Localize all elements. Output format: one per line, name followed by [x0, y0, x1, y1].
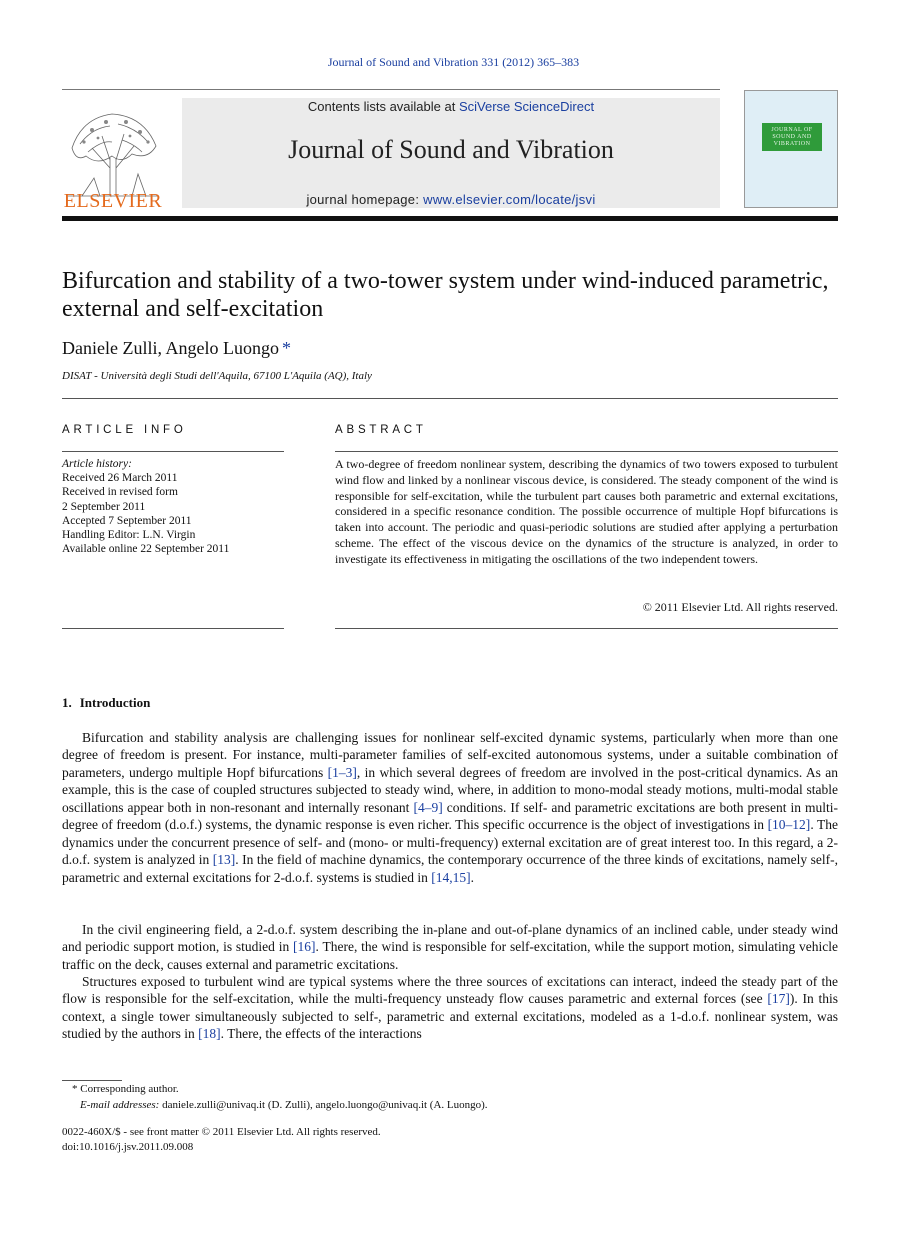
footnote-rule: [62, 1080, 122, 1081]
reference-link[interactable]: [1–3]: [327, 764, 357, 780]
homepage-line: [182, 192, 720, 207]
reference-link[interactable]: [4–9]: [413, 799, 443, 815]
text-run: . There, the effects of the interactions: [220, 1026, 422, 1042]
divider: [62, 628, 284, 629]
email-note: [80, 1099, 488, 1111]
reference-link[interactable]: [17]: [767, 991, 790, 1007]
history-item: Available online 22 September 2011: [62, 543, 230, 556]
history-label: Article history:: [62, 458, 132, 470]
reference-link[interactable]: [14,15]: [431, 869, 471, 885]
author-list: [62, 338, 291, 359]
text-run: ). In this context, a single tower simultaneously subjected to self-, parametric and external excitations, modeled as a 1-d.o.f. nonlinear system, was studied by the authors in: [62, 991, 839, 1042]
text-run: . In the field of machine dynamics, the contemporary occurrence of the three kinds of excitations, namely self-, parametric and external excitations for 2-d.o.f. systems is studied in: [62, 852, 838, 885]
history-item: Received in revised form: [62, 486, 178, 499]
divider: [62, 451, 284, 452]
reference-link[interactable]: [10–12]: [767, 817, 811, 833]
header-thick-rule: [62, 216, 838, 221]
doi-line[interactable]: doi:10.1016/j.jsv.2011.09.008: [62, 1141, 194, 1153]
contents-prefix: Contents lists available at: [307, 99, 459, 114]
abstract-copyright: © 2011 Elsevier Ltd. All rights reserved.: [642, 600, 838, 614]
reference-link[interactable]: [18]: [198, 1026, 221, 1042]
divider: [335, 628, 838, 629]
section-heading: [62, 695, 150, 711]
section-number: 1.: [62, 695, 72, 710]
intro-paragraph-1: [62, 729, 838, 886]
elsevier-wordmark: ELSEVIER: [63, 190, 163, 212]
divider: [62, 398, 838, 399]
journal-homepage-link[interactable]: www.elsevier.com/locate/jsvi: [423, 192, 596, 207]
abstract-text: A two-degree of freedom nonlinear system, describing the dynamics of two towers exposed to turbulent wind flow and linked by a nonlinear viscous device, is considered. The steady component of the wind is responsible for self-excitation, while the turbulent part causes both parametric and external excitations, considered in a specific resonance condition. The possible occurrence of multiple Hopf bifurcations is taken into account. The periodic and quasi-periodic solutions are studied after applying a perturbation scheme. The effect of the viscous device on the dynamics of the structure is analyzed, in order to investigate its effectiveness in mitigating the oscillations of the two independent towers.: [335, 457, 838, 566]
abstract-heading: ABSTRACT: [335, 424, 427, 436]
journal-cover-thumbnail[interactable]: [744, 90, 838, 208]
affiliation: DISAT - Università degli Studi dell'Aquila, 67100 L'Aquila (AQ), Italy: [62, 370, 372, 382]
homepage-prefix: journal homepage:: [306, 192, 424, 207]
email-label: E-mail addresses:: [80, 1099, 160, 1111]
text-run: .: [470, 869, 475, 885]
header-top-rule: [62, 89, 720, 90]
issn-line: 0022-460X/$ - see front matter © 2011 Elsevier Ltd. All rights reserved.: [62, 1126, 381, 1138]
text-run: Bifurcation and stability analysis are challenging issues for nonlinear self-excited dynamic systems, particularly when more than one degree of freedom is present. For instance, multi-parameter families of self-excited autonomous systems, under a suitable combination of parameters, undergo multiple Hopf bifurcations: [62, 730, 838, 780]
history-item: Received 26 March 2011: [62, 472, 178, 485]
text-run: In the civil engineering field, a 2-d.o.f. system describing the in-plane and out-of-plane dynamics of an inclined cable, under steady wind and periodic support motion, is studied in: [62, 922, 838, 955]
article-info-heading: ARTICLE INFO: [62, 424, 187, 436]
corresponding-author-mark[interactable]: *: [281, 338, 291, 358]
contents-line: [182, 99, 720, 114]
authors: Daniele Zulli, Angelo Luongo: [62, 338, 279, 358]
text-run: . There, the wind is responsible for self-excitation, while the support motion, simulating vehicle traffic on the deck, causes external and parametric excitations.: [62, 939, 838, 972]
intro-paragraph-2: [62, 921, 838, 973]
text-run: Structures exposed to turbulent wind are typical systems where the three sources of excitations can interact, indeed the steady part of the flow is responsible for the self-excitation, while the multi-frequency unsteady flow causes parametric and external forces (see: [62, 974, 838, 1007]
divider: [335, 451, 838, 452]
history-item: Accepted 7 September 2011: [62, 514, 192, 527]
article-title: Bifurcation and stability of a two-tower system under wind-induced parametric, external and self-excitation: [62, 268, 829, 322]
section-title: Introduction: [79, 695, 151, 710]
history-item: 2 September 2011: [62, 500, 146, 513]
article-history: [62, 457, 284, 556]
corresponding-author-note: * Corresponding author.: [72, 1083, 179, 1095]
journal-name: Journal of Sound and Vibration: [288, 135, 614, 164]
reference-link[interactable]: [13]: [212, 852, 236, 868]
intro-paragraph-3: [62, 973, 838, 1043]
text-run: , in which several degrees of freedom are involved in the post-critical dynamics. As an example, this is the case of coupled structures subjected to steady wind, where, in addition to mono-modal steady motions, multi-modal stable oscillations appear both in non-resonant and internally resonant: [62, 764, 838, 815]
history-item: Handling Editor: L.N. Virgin: [62, 529, 196, 542]
sciencedirect-link[interactable]: SciVerse ScienceDirect: [458, 99, 595, 114]
journal-citation[interactable]: Journal of Sound and Vibration 331 (2012) 365–383: [327, 55, 580, 69]
email-addresses[interactable]: daniele.zulli@univaq.it (D. Zulli), angelo.luongo@univaq.it (A. Luongo).: [159, 1099, 488, 1111]
cover-title: JOURNAL OF SOUND AND VIBRATION: [771, 127, 813, 147]
reference-link[interactable]: [16]: [293, 939, 316, 955]
text-run: . The dynamics under the concurrent presence of self- and (mono- or multi-frequency) external excitation are of great interest too. In this regard, a 2-d.o.f. system is analyzed in: [62, 817, 838, 868]
text-run: conditions. If self- and parametric excitations are both present in multi-degree of freedom (d.o.f.) systems, the dynamic response is even richer. This specific occurrence is the object of investigations in: [62, 799, 838, 833]
